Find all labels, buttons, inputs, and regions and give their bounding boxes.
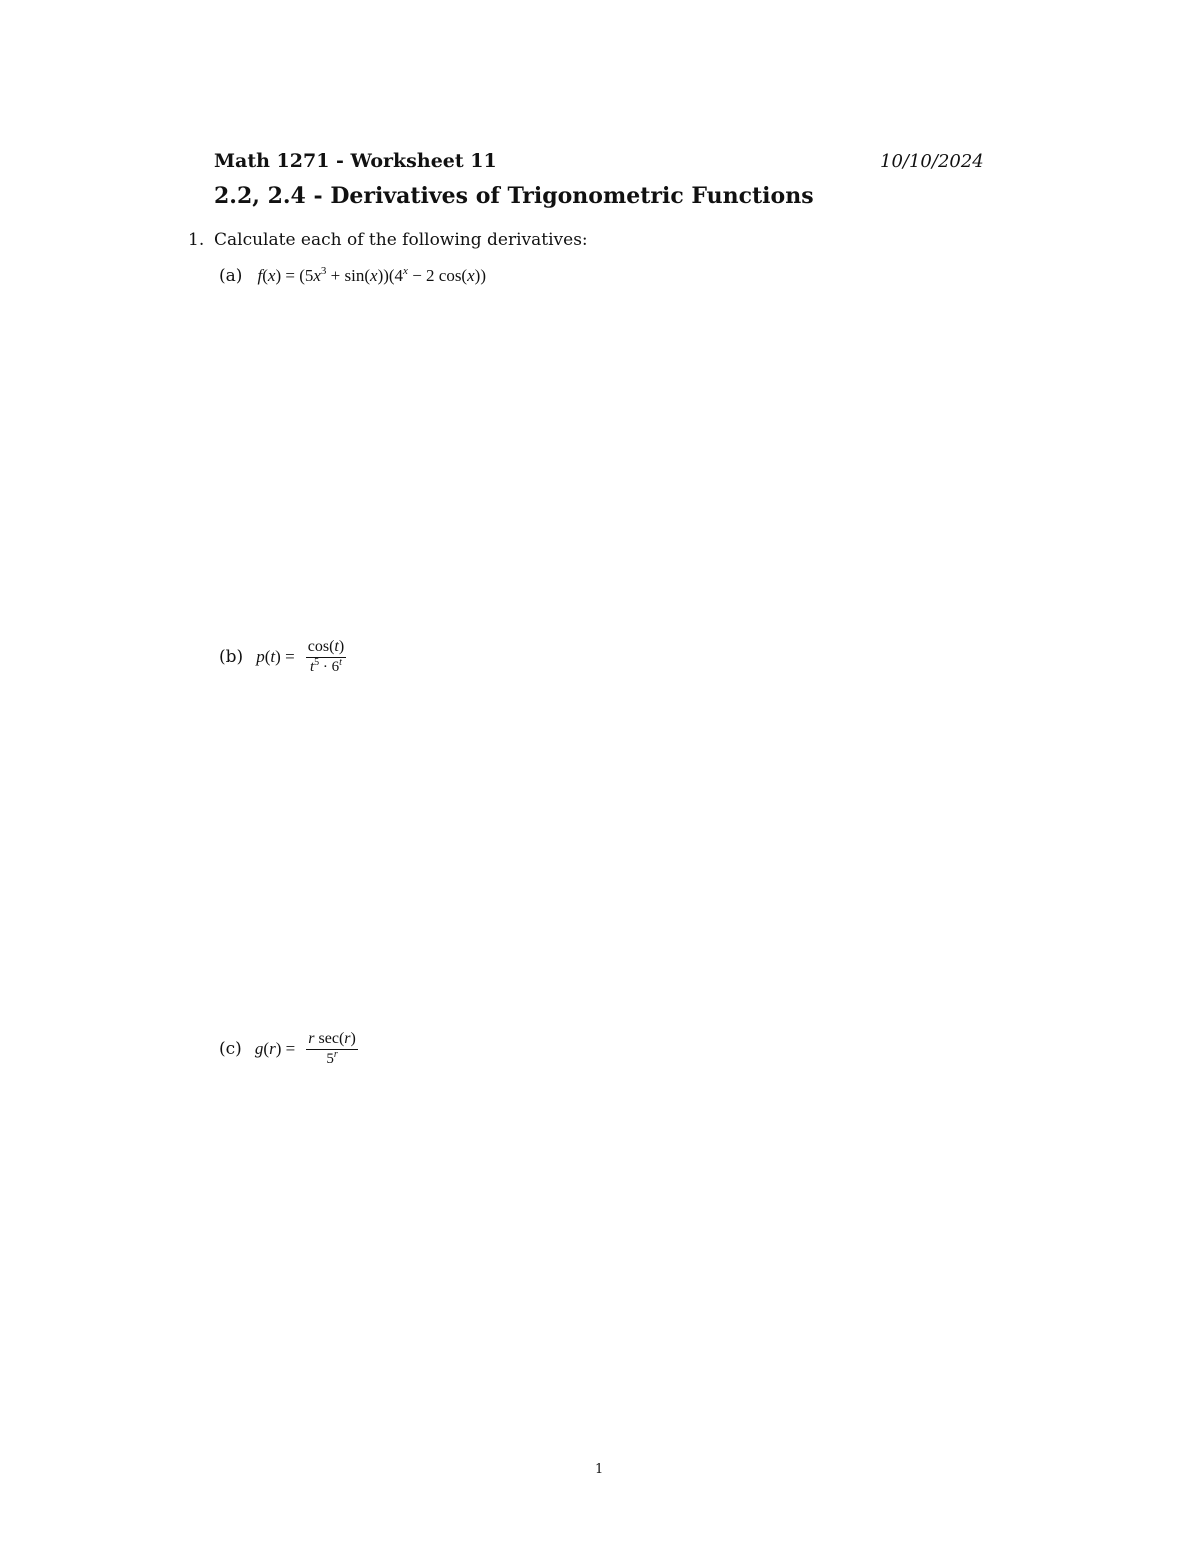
part-a [219,266,486,286]
question-prompt: Calculate each of the following derivatives: [214,230,588,250]
part-b-label: (b) [219,647,244,667]
part-b [219,638,346,676]
part-b-numerator: cos(t) [306,638,346,658]
part-a-label: (a) [219,266,243,286]
part-a-formula: $f(x) = (5x^3 + \sin(x))(4^x - 2$ cos(x)) [257,265,486,285]
part-b-fraction [306,638,346,676]
part-b-denominator: $t^5 \cdot 6^t$ [309,657,342,675]
part-b-lhs: p(t) = [256,647,295,666]
part-c [219,1030,358,1068]
part-c-label: (c) [219,1039,242,1059]
worksheet-section-title: 2.2, 2.4 - Derivatives of Trigonometric Functions [214,183,814,209]
part-c-lhs: g(r) = [254,1039,296,1058]
worksheet-course-title: Math 1271 - Worksheet 11 [214,150,497,172]
part-c-numerator: r sec(r) [306,1030,358,1050]
page-number: 1 [595,1462,604,1477]
question-number: 1. [188,230,205,250]
part-c-denominator: 5$^r$ [326,1049,338,1067]
worksheet-date: 10/10/2024 [880,151,984,172]
part-c-fraction [306,1030,358,1068]
